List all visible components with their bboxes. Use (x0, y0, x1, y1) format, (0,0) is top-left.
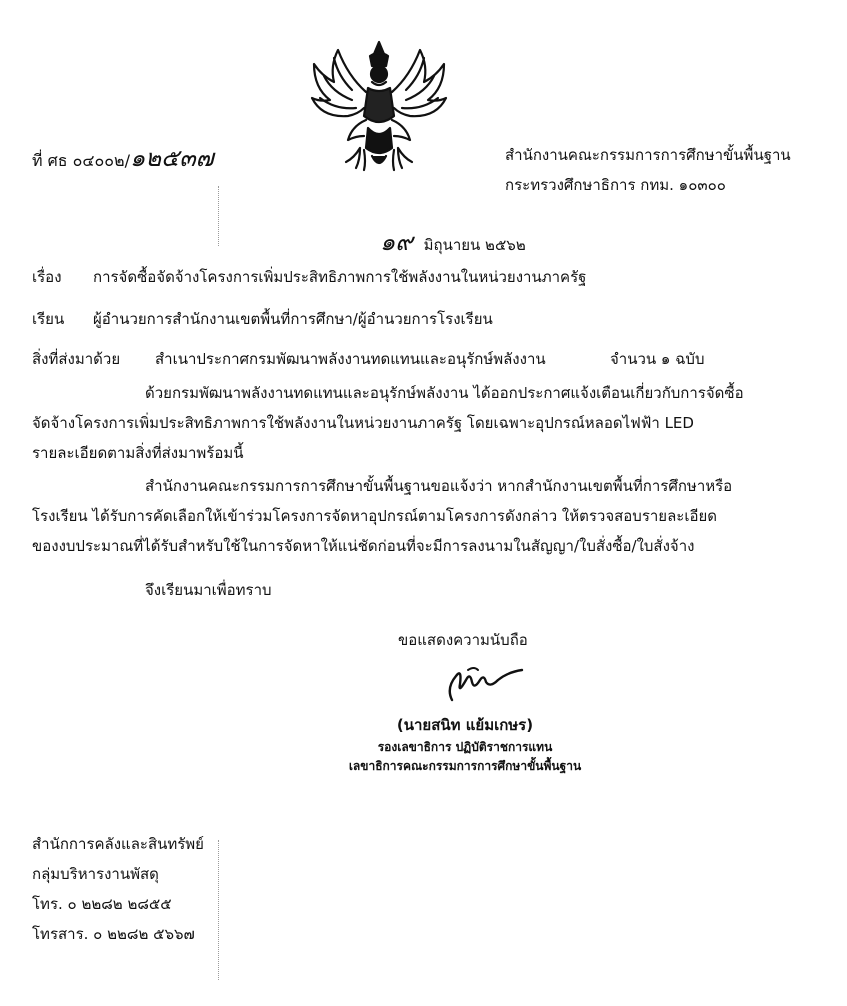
body-line: รายละเอียดตามสิ่งที่ส่งมาพร้อมนี้ (32, 444, 244, 462)
fold-line (218, 840, 219, 980)
agency-name-line2: กระทรวงศึกษาธิการ กทม. ๑๐๓๐๐ (505, 176, 726, 194)
attachment-quantity: จำนวน ๑ ฉบับ (610, 350, 705, 368)
body-line: สำนักงานคณะกรรมการการศึกษาขั้นพื้นฐานขอแจ้งว่า หากสำนักงานเขตพื้นที่การศึกษาหรือ (145, 477, 733, 495)
letter-date (380, 222, 526, 261)
reference-prefix: ที่ ศธ ๐๔๐๐๒/ (32, 151, 130, 170)
footer-phone: โทร. ๐ ๒๒๘๒ ๒๘๕๕ (32, 895, 172, 913)
body-paragraph-1 (32, 378, 802, 468)
body-paragraph-2 (32, 471, 802, 561)
attachment-label: สิ่งที่ส่งมาด้วย (32, 350, 121, 368)
closing-line: จึงเรียนมาเพื่อทราบ (145, 581, 272, 599)
recipient-text: ผู้อำนวยการสำนักงานเขตพื้นที่การศึกษา/ผู้อำนวยการโรงเรียน (93, 310, 493, 328)
subject-text: การจัดซื้อจัดจ้างโครงการเพิ่มประสิทธิภาพการใช้พลังงานในหน่วยงานภาครัฐ (93, 268, 587, 286)
reference-number-handwritten: ๑๒๕๓๗ (129, 144, 214, 172)
footer-fax: โทรสาร. ๐ ๒๒๘๒ ๕๖๖๗ (32, 925, 195, 943)
reference-number (32, 138, 214, 177)
body-line: โรงเรียน ได้รับการคัดเลือกให้เข้าร่วมโครงการจัดหาอุปกรณ์ตามโครงการดังกล่าว ให้ตรวจสอบรายละเอียด (32, 507, 718, 525)
signatory-name: (นายสนิท แย้มเกษร) (396, 716, 534, 734)
date-month-year: มิถุนายน ๒๕๖๒ (423, 236, 526, 254)
body-line: จัดจ้างโครงการเพิ่มประสิทธิภาพการใช้พลังงานในหน่วยงานภาครัฐ โดยเฉพาะอุปกรณ์หลอดไฟฟ้า LED (32, 414, 694, 432)
date-day-handwritten: ๑๙ (380, 228, 413, 256)
salutation: ขอแสดงความนับถือ (398, 631, 528, 649)
garuda-emblem-icon (308, 36, 450, 176)
agency-name-line1: สำนักงานคณะกรรมการการศึกษาขั้นพื้นฐาน (505, 146, 791, 164)
attachment-text: สำเนาประกาศกรมพัฒนาพลังงานทดแทนและอนุรักษ์พลังงาน (155, 350, 546, 368)
footer-division: กลุ่มบริหารงานพัสดุ (32, 865, 159, 883)
subject-label: เรื่อง (32, 268, 62, 286)
fold-line (218, 186, 219, 246)
footer-office: สำนักการคลังและสินทรัพย์ (32, 835, 204, 853)
handwritten-signature-icon (438, 658, 528, 708)
body-line: ด้วยกรมพัฒนาพลังงานทดแทนและอนุรักษ์พลังงาน ได้ออกประกาศแจ้งเตือนเกี่ยวกับการจัดซื้อ (145, 384, 744, 402)
signatory-position-line1: รองเลขาธิการ ปฏิบัติราชการแทน (377, 740, 553, 754)
signatory-position-line2: เลขาธิการคณะกรรมการการศึกษาขั้นพื้นฐาน (348, 759, 582, 773)
body-line: ของงบประมาณที่ได้รับสำหรับใช้ในการจัดหาให้แน่ชัดก่อนที่จะมีการลงนามในสัญญา/ใบสั่งซื้อ/ใบสั่งจ้าง (32, 537, 695, 555)
recipient-label: เรียน (32, 310, 65, 328)
